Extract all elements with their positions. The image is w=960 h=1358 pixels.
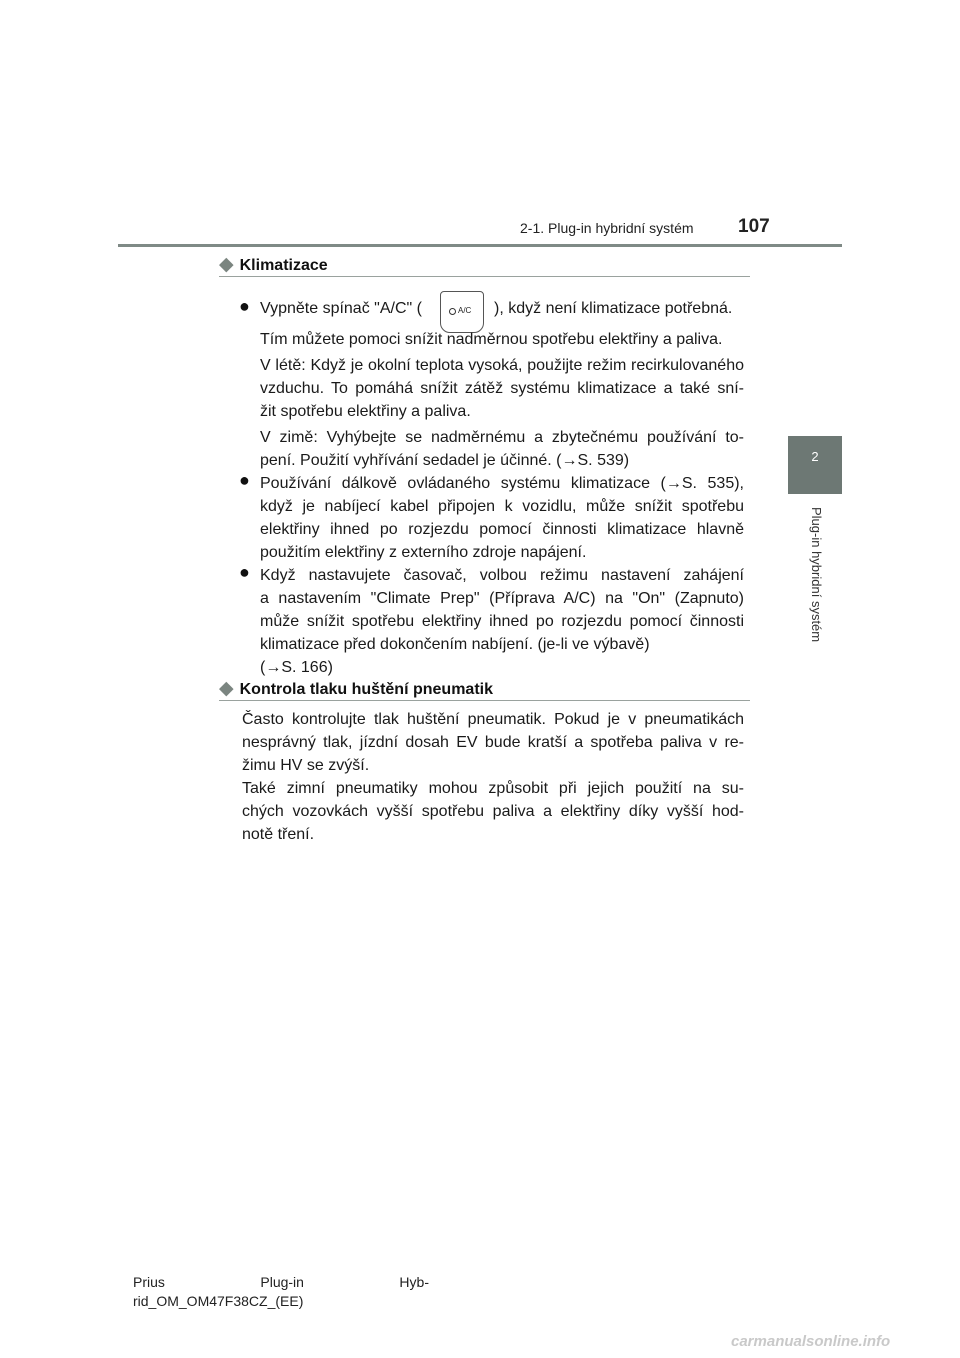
paragraph-line: žimu HV se zvýší. (242, 757, 370, 774)
paragraph-line: Často kontrolujte tlak huštění pneumatik. Pokud je v pneumatikách (242, 711, 744, 728)
chapter-tab-label: Plug-in hybridní systém (809, 507, 824, 643)
paragraph-line: Také zimní pneumatiky mohou způsobit při jejich použití na su- (242, 780, 744, 797)
paragraph-line: chých vozovkách vyšší spotřebu paliva a elektřiny díky vyšší hod- (242, 803, 744, 820)
bullet-text: použitím elektřiny z externího zdroje napájení. (260, 544, 587, 561)
section-heading-klimatizace: ◆ Klimatizace (219, 254, 328, 275)
section-heading-pneumatiky: ◆ Kontrola tlaku huštění pneumatik (219, 678, 493, 699)
ac-button-icon: A/C (440, 291, 484, 333)
bullet-text: ), když není klimatizace potřebná. (494, 300, 733, 317)
watermark: carmanualsonline.info (731, 1333, 891, 1350)
footer-doc-id-line1: Prius Plug-in Hyb- (133, 1274, 429, 1290)
chapter-tab (788, 436, 842, 494)
bullet-text: elektřiny ihned po rozjezdu pomocí činnosti klimatizace hlavně (260, 521, 744, 538)
bullet-icon: ● (239, 470, 250, 490)
bullet-text: klimatizace před dokončením nabíjení. (je-li ve výbavě) (260, 636, 650, 653)
bullet-icon: ● (239, 562, 250, 582)
footer-doc-id-line2: rid_OM_OM47F38CZ_(EE) (133, 1293, 304, 1309)
bullet-text: Když nastavujete časovač, volbou režimu nastavení zahájení (260, 567, 744, 584)
header-divider (118, 244, 842, 247)
diamond-icon: ◆ (219, 254, 234, 275)
paragraph-line: žit spotřebu elektřiny a paliva. (260, 403, 471, 420)
diamond-icon: ◆ (219, 678, 234, 699)
bullet-text: když je nabíjecí kabel připojen k vozidlu, může snížit spotřebu (260, 498, 744, 515)
chapter-tab-number: 2 (811, 449, 819, 464)
paragraph-line: nesprávný tlak, jízdní dosah EV bude kratší a spotřeba paliva v re- (242, 734, 744, 751)
paragraph-line: V létě: Když je okolní teplota vysoká, použijte režim recirkulovaného (260, 357, 744, 374)
heading-divider (219, 276, 750, 277)
bullet-text: a nastavením "Climate Prep" (Příprava A/C) na "On" (Zapnuto) (260, 590, 744, 607)
paragraph-line: pení. Použití vyhřívání sedadel je účinné. (→S. 539) (260, 452, 630, 469)
paragraph-line: V zimě: Vyhýbejte se nadměrnému a zbytečnému používání to- (260, 429, 744, 446)
paragraph-line: Tím můžete pomoci snížit nadměrnou spotřebu elektřiny a paliva. (260, 331, 723, 348)
bullet-text: Používání dálkově ovládaného systému klimatizace (→S. 535), (260, 475, 744, 492)
bullet-text: může snížit spotřebu elektřiny ihned po rozjezdu pomocí činnosti (260, 613, 744, 630)
paragraph-line: notě tření. (242, 826, 315, 843)
bullet-text: (→S. 166) (260, 659, 333, 676)
page-number: 107 (738, 216, 770, 237)
bullet-icon: ● (239, 296, 250, 316)
bullet-text: Vypněte spínač "A/C" ( (260, 300, 422, 317)
header-section-title: 2-1. Plug-in hybridní systém (520, 220, 694, 236)
heading-divider (219, 700, 750, 701)
paragraph-line: vzduchu. To pomáhá snížit zátěž systému klimatizace a také sní- (260, 380, 744, 397)
